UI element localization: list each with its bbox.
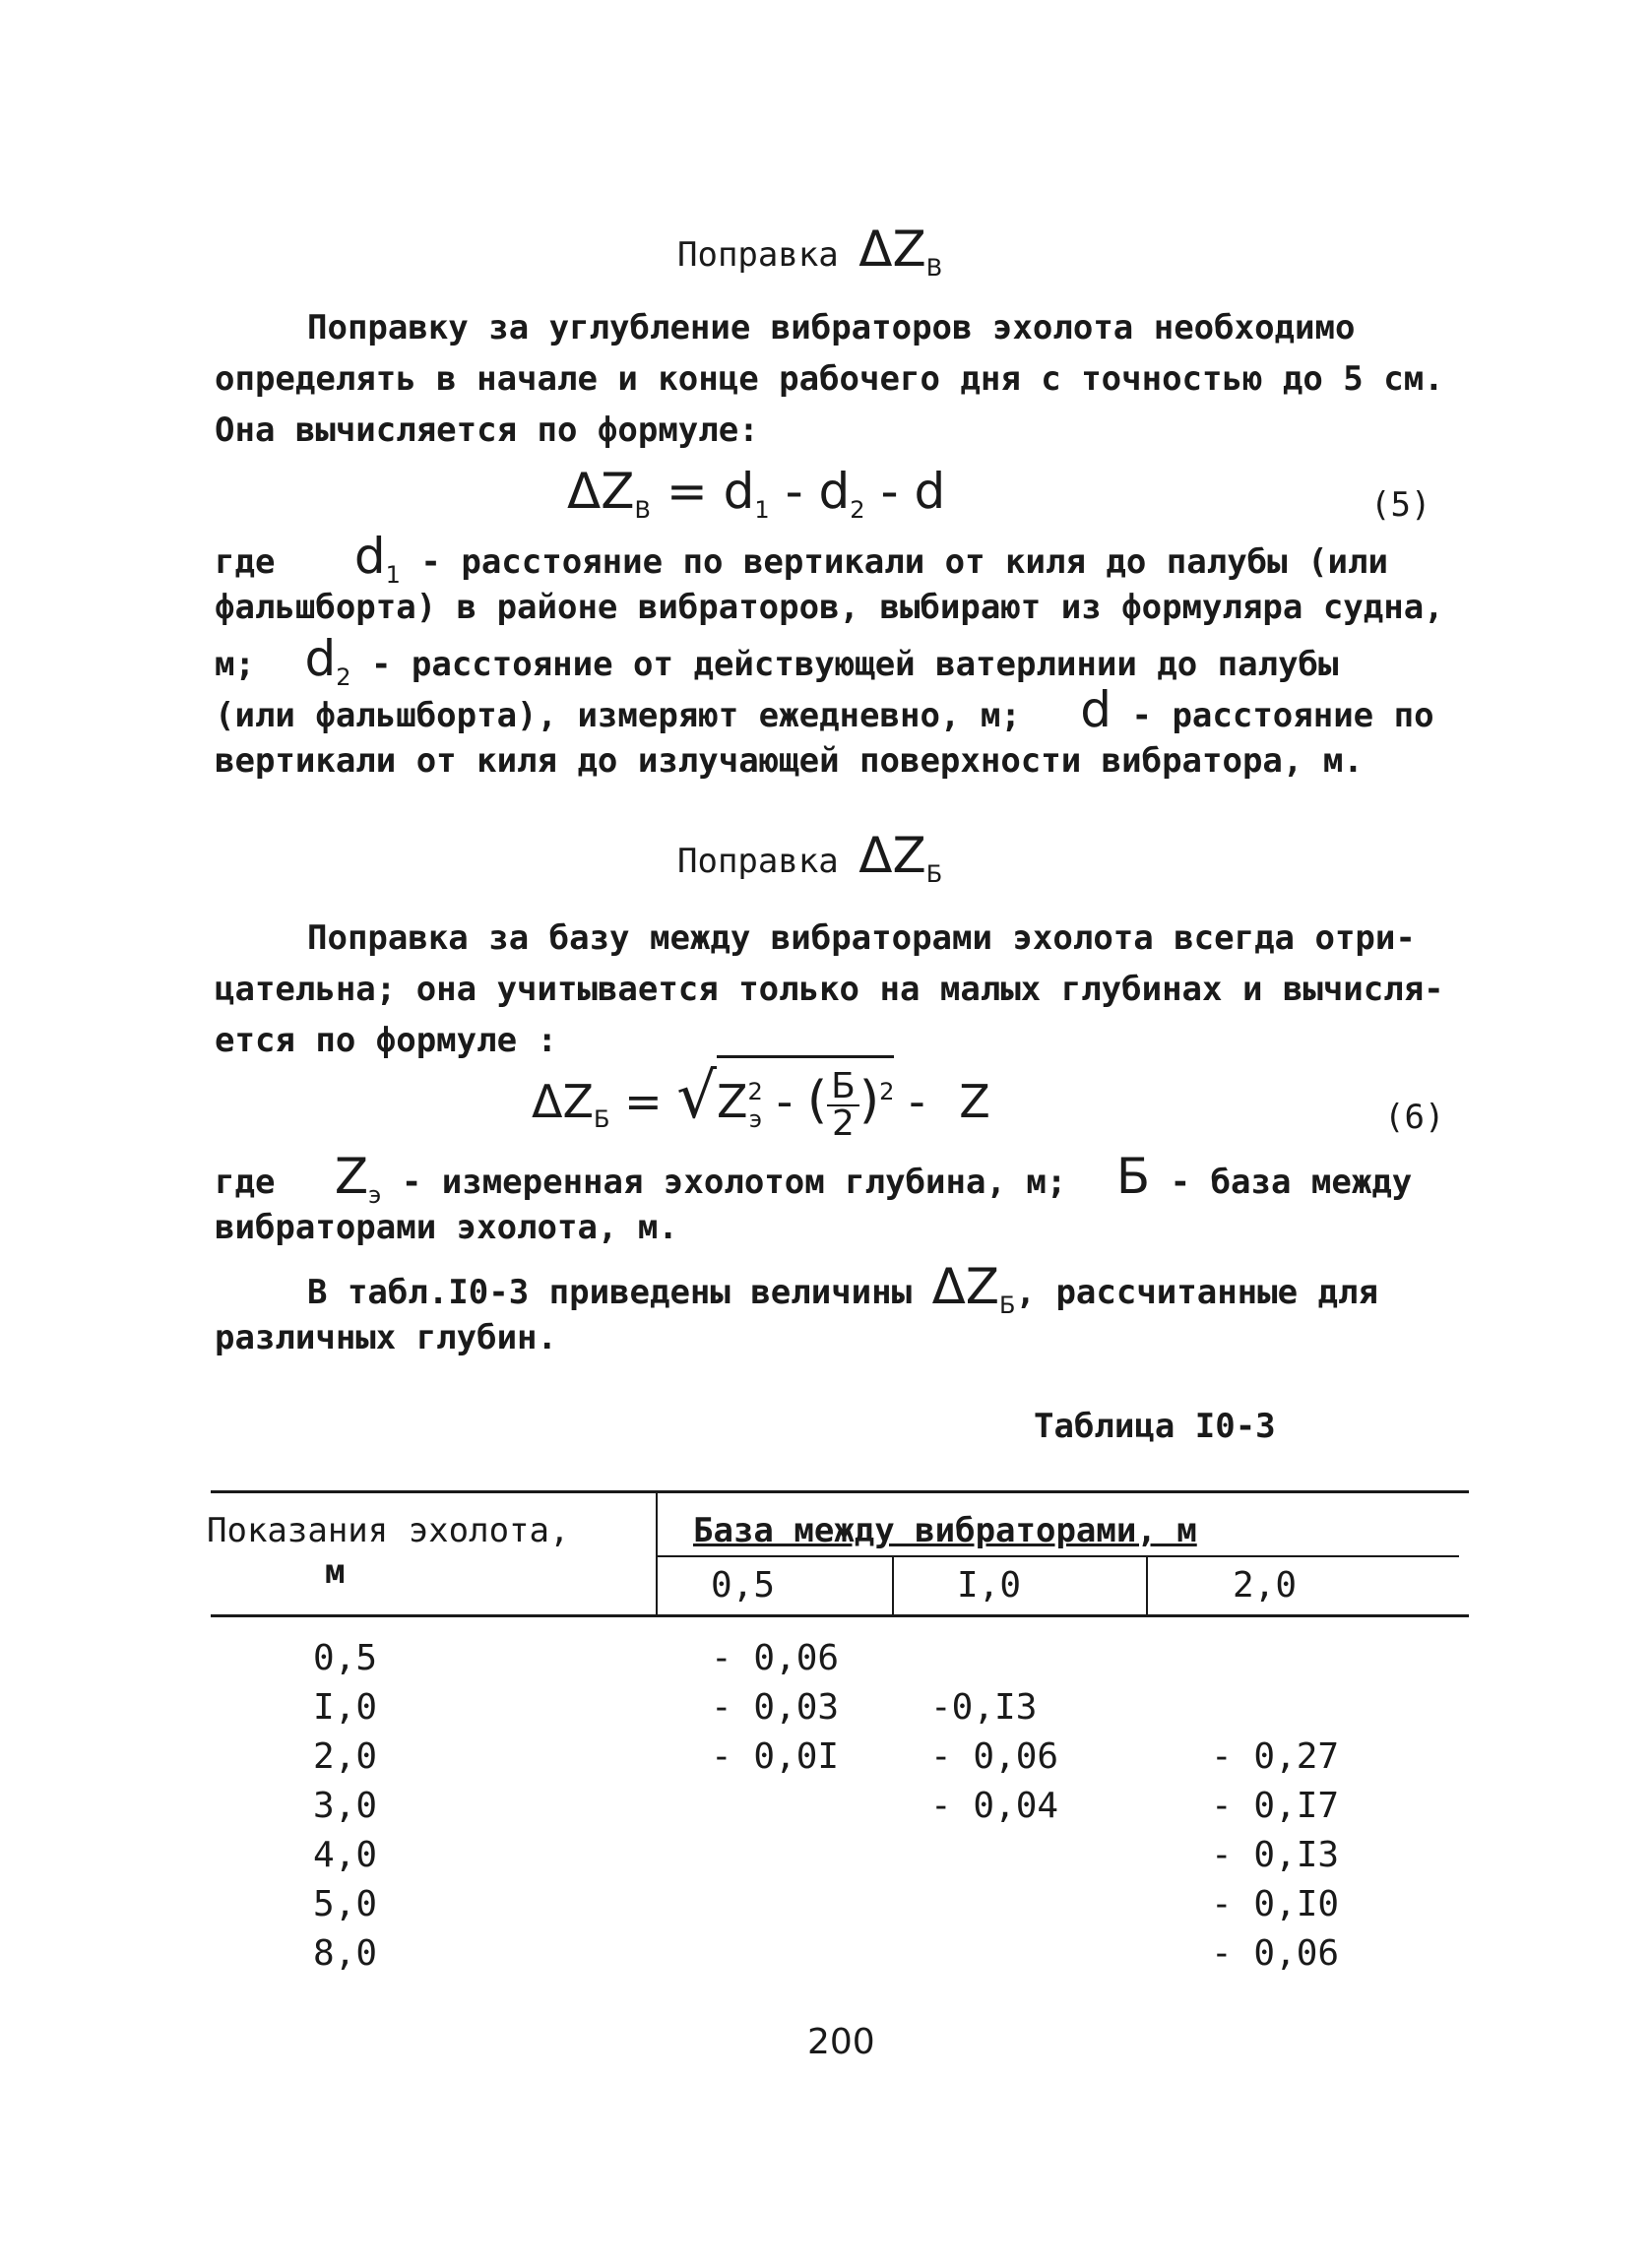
formula-5 xyxy=(567,463,945,524)
table-subheader-rule xyxy=(656,1555,1459,1557)
definition-text: - расстояние по xyxy=(1131,696,1434,735)
symbol-d2-sub: 2 xyxy=(336,663,351,691)
table-cell-depth: 5,0 xyxy=(313,1884,378,1924)
symbol-d2: d xyxy=(304,630,337,687)
symbol-z-sub: э xyxy=(368,1181,382,1209)
table-subcol-divider xyxy=(892,1555,894,1614)
paragraph-line: вибраторами эхолота, м. xyxy=(215,1208,678,1247)
symbol-b: Б xyxy=(1115,1148,1151,1205)
table-subheader: 2,0 xyxy=(1233,1565,1298,1606)
table-caption: Таблица I0-3 xyxy=(1034,1407,1276,1446)
symbol-z: Z xyxy=(334,1148,369,1205)
heading-symbol-sub: Б xyxy=(925,860,943,888)
formula-fraction xyxy=(827,1065,859,1144)
table-cell-depth: 4,0 xyxy=(313,1835,378,1875)
formula-d2-sub: 2 xyxy=(850,496,865,524)
paragraph-line: Поправка за базу между вибраторами эхолота всегда отри- xyxy=(307,918,1416,958)
symbol-d1: d xyxy=(353,528,386,585)
paren-right: ) xyxy=(858,1071,880,1130)
paren-left: ( xyxy=(806,1071,828,1130)
table-cell-depth: 3,0 xyxy=(313,1786,378,1826)
heading-text: Поправка xyxy=(677,842,839,881)
heading-correction-vibrator-depth xyxy=(677,220,942,282)
paragraph-line: Она вычисляется по формуле: xyxy=(215,410,759,450)
table-cell-correction: - 0,06 xyxy=(711,1638,840,1678)
symbol-sub: Б xyxy=(999,1292,1016,1319)
formula-lhs: ΔZ xyxy=(567,463,635,520)
table-group-header: База между вибраторами, м xyxy=(693,1511,1197,1550)
paragraph-line: цательна; она учитывается только на малых глубинах и вычисля- xyxy=(215,970,1444,1009)
table-cell-depth: 2,0 xyxy=(313,1736,378,1777)
formula-d: d xyxy=(914,463,946,520)
page-number: 200 xyxy=(807,2022,875,2062)
table-subheader: 0,5 xyxy=(711,1565,776,1606)
table-header-unit: м xyxy=(325,1552,346,1592)
formula-eq: = xyxy=(624,1075,663,1128)
where-word: где xyxy=(215,1163,276,1202)
formula-eq: = xyxy=(666,463,708,520)
definition-text: - база между xyxy=(1170,1163,1413,1202)
paragraph-line: различных глубин. xyxy=(215,1318,557,1357)
table-cell-correction: - 0,0I xyxy=(711,1736,840,1777)
formula-z-sub: э xyxy=(748,1105,762,1133)
formula-minus: - xyxy=(776,1075,794,1128)
table-top-rule xyxy=(211,1490,1469,1493)
table-header-echo-reading: Показания эхолота, xyxy=(207,1511,570,1550)
table-cell-correction: - 0,27 xyxy=(1211,1736,1340,1777)
table-cell-correction: - 0,I0 xyxy=(1211,1884,1340,1924)
formula-number: (5) xyxy=(1370,485,1431,525)
formula-z-sup: 2 xyxy=(747,1078,763,1105)
formula-minus: - xyxy=(880,463,899,520)
table-header-bottom-rule xyxy=(211,1614,1469,1617)
paragraph-line xyxy=(215,681,1434,740)
heading-symbol: ΔZ xyxy=(858,220,926,278)
paragraph-line: Поправку за углубление вибраторов эхолота необходимо xyxy=(307,308,1356,347)
heading-symbol: ΔZ xyxy=(858,827,926,884)
sqrt-icon: √ xyxy=(676,1060,718,1133)
table-cell-depth: I,0 xyxy=(313,1687,378,1728)
table-subcol-divider xyxy=(1146,1555,1148,1614)
table-cell-correction: - 0,I7 xyxy=(1211,1786,1340,1826)
formula-paren-sup: 2 xyxy=(879,1078,895,1105)
definition-text: (или фальшборта), измеряют ежедневно, м; xyxy=(215,696,1021,735)
formula-lhs-sub: В xyxy=(634,496,651,524)
fraction-denominator: 2 xyxy=(832,1102,855,1144)
table-cell-correction: - 0,I3 xyxy=(1211,1835,1340,1875)
table-cell-correction: - 0,06 xyxy=(930,1736,1059,1777)
formula-z: Z xyxy=(717,1075,748,1128)
formula-lhs: ΔZ xyxy=(532,1075,594,1128)
table-col-divider xyxy=(656,1490,658,1614)
table-cell-correction: - 0,04 xyxy=(930,1786,1059,1826)
table-subheader: I,0 xyxy=(957,1565,1022,1606)
table-cell-correction: - 0,06 xyxy=(1211,1933,1340,1974)
heading-text: Поправка xyxy=(677,235,839,275)
paragraph-text: В табл.I0-3 приведены величины xyxy=(307,1273,913,1312)
symbol-delta-z-b: ΔZ xyxy=(931,1258,1000,1315)
formula-lhs-sub: Б xyxy=(593,1105,610,1133)
formula-minus: - xyxy=(909,1075,925,1128)
paragraph-line: вертикали от киля до излучающей поверхности вибратора, м. xyxy=(215,741,1364,781)
table-cell-correction: -0,I3 xyxy=(930,1687,1038,1728)
table-cell-depth: 0,5 xyxy=(313,1638,378,1678)
formula-6 xyxy=(532,1055,990,1149)
formula-minus: - xyxy=(785,463,803,520)
unit-text: м; xyxy=(215,645,255,684)
definition-text: - измеренная эхолотом глубина, м; xyxy=(401,1163,1067,1202)
where-word: где xyxy=(215,542,276,582)
paragraph-line: фальшборта) в районе вибраторов, выбирают из формуляра судна, xyxy=(215,588,1444,627)
paragraph-line: определять в начале и конце рабочего дня с точностью до 5 см. xyxy=(215,359,1444,399)
paragraph-line: ется по формуле : xyxy=(215,1021,557,1060)
heading-correction-vibrator-base xyxy=(677,827,942,888)
definition-text: - расстояние по вертикали от киля до палубы (или xyxy=(420,542,1388,582)
formula-d1-sub: 1 xyxy=(754,496,770,524)
symbol-d: d xyxy=(1080,681,1112,738)
symbol-d1-sub: 1 xyxy=(385,561,401,589)
formula-tail: Z xyxy=(959,1075,990,1128)
table-cell-depth: 8,0 xyxy=(313,1933,378,1974)
paragraph-text: , рассчитанные для xyxy=(1015,1273,1378,1312)
fraction-numerator: Б xyxy=(827,1069,859,1106)
formula-d1: d xyxy=(723,463,755,520)
sqrt-body xyxy=(717,1055,894,1149)
table-cell-correction: - 0,03 xyxy=(711,1687,840,1728)
formula-number: (6) xyxy=(1384,1098,1445,1137)
heading-symbol-sub: В xyxy=(925,254,943,282)
formula-d2: d xyxy=(818,463,851,520)
definition-text: - расстояние от действующей ватерлинии до палубы xyxy=(370,645,1339,684)
